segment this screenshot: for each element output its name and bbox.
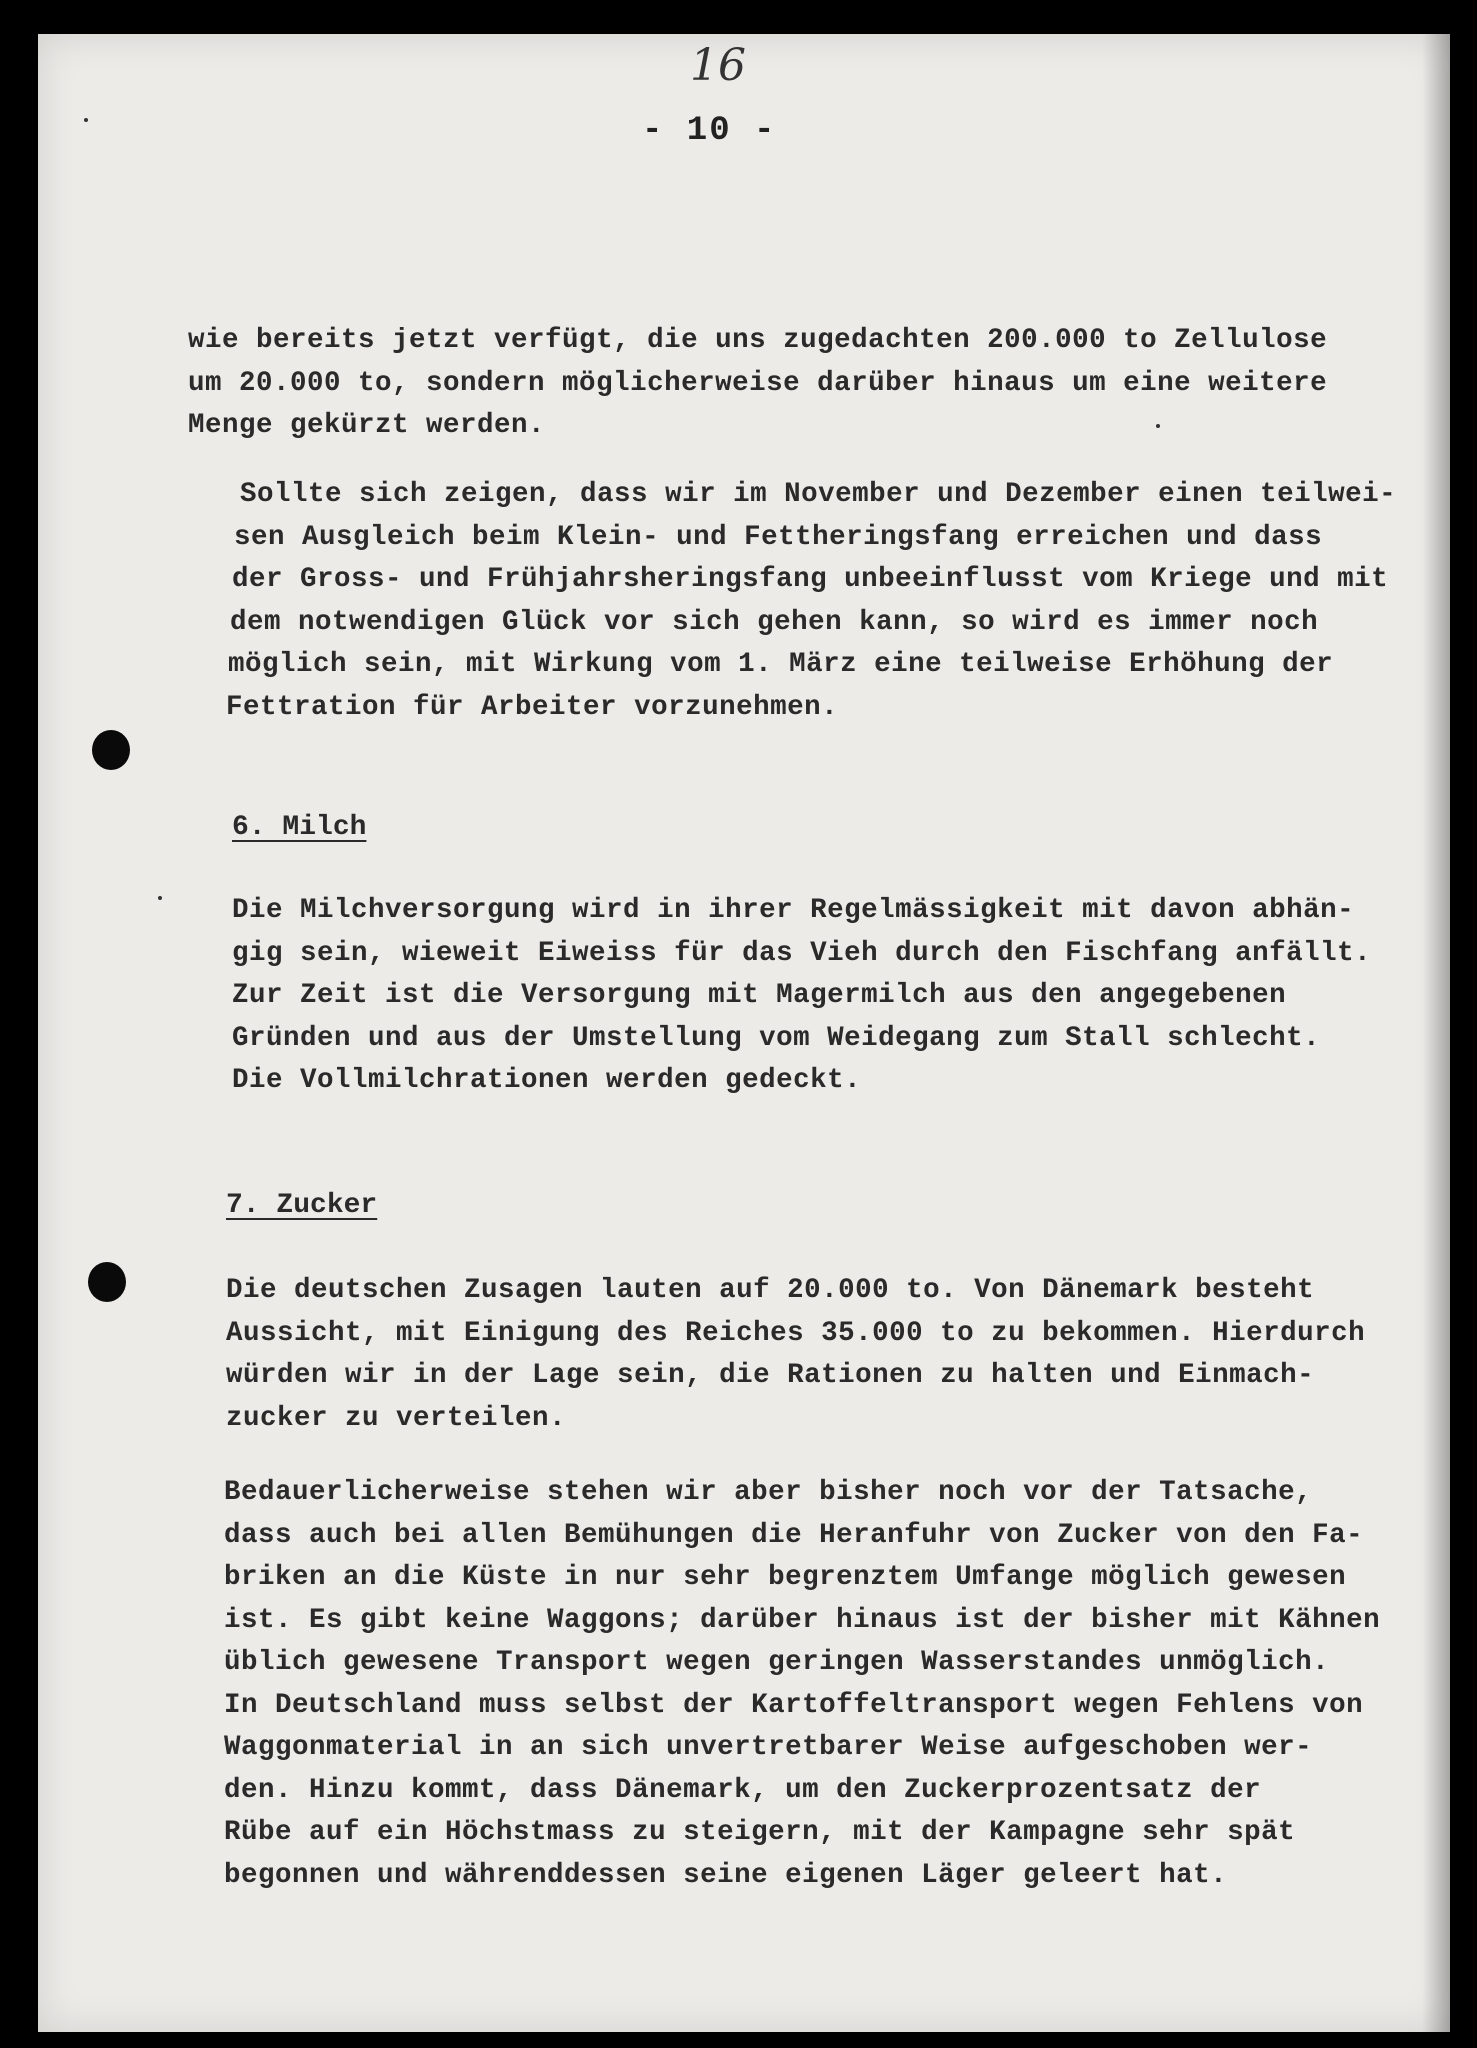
text-line: gig sein, wieweit Eiweiss für das Vieh durch den Fischfang anfällt. [232, 937, 1372, 969]
text-line: Die deutschen Zusagen lauten auf 20.000 to. Von Dänemark besteht [226, 1275, 1315, 1306]
text-line: würden wir in der Lage sein, die Rationen zu halten und Einmach- [226, 1360, 1315, 1391]
text-line: Bedauerlicherweise stehen wir aber bisher noch vor der Tatsache, [224, 1477, 1313, 1508]
text-line: dem notwendigen Glück vor sich gehen kann, so wird es immer noch [230, 606, 1319, 638]
text-line: den. Hinzu kommt, dass Dänemark, um den Zuckerprozentsatz der [224, 1774, 1262, 1806]
text-line: Rübe auf ein Höchstmass zu steigern, mit der Kampagne sehr spät [224, 1817, 1296, 1848]
text-line: dass auch bei allen Bemühungen die Heranfuhr von Zucker von den Fa- [224, 1519, 1364, 1551]
text-line: Die Milchversorgung wird in ihrer Regelmässigkeit mit davon abhän- [232, 895, 1355, 926]
text-line: der Gross- und Frühjahrsheringsfang unbeeinflusst vom Kriege und mit [232, 564, 1389, 595]
text-line: Zur Zeit ist die Versorgung mit Magermilch aus den angegebenen [232, 980, 1287, 1011]
text-line: Menge gekürzt werden. [188, 410, 546, 441]
handwritten-folio-number: 16 [690, 40, 746, 91]
punch-hole-upper [92, 730, 130, 770]
text-line: begonnen und währenddessen seine eigenen Läger geleert hat. [224, 1859, 1228, 1891]
paragraph-zellulose [188, 320, 1398, 448]
text-line: möglich sein, mit Wirkung vom 1. März eine teilweise Erhöhung der [228, 649, 1334, 680]
text-line: zucker zu verteilen. [226, 1402, 567, 1434]
page-number: - 10 - [642, 112, 777, 150]
text-line: ist. Es gibt keine Waggons; darüber hinaus ist der bisher mit Kähnen [224, 1604, 1381, 1636]
text-line: briken an die Küste in nur sehr begrenztem Umfange möglich gewesen [224, 1562, 1347, 1593]
text-line: üblich gewesene Transport wegen geringen Wasserstandes unmöglich. [224, 1647, 1330, 1678]
speck [158, 896, 162, 900]
text-line: Sollte sich zeigen, dass wir im November und Dezember einen teilwei- [240, 479, 1397, 510]
paragraph-milch [232, 890, 1442, 1103]
text-line: Aussicht, mit Einigung des Reiches 35.000 to zu bekommen. Hierdurch [226, 1317, 1366, 1349]
text-line: Fettration für Arbeiter vorzunehmen. [226, 691, 839, 723]
text-line: Waggonmaterial in an sich unvertretbarer Weise aufgeschoben wer- [224, 1732, 1313, 1763]
text-line: In Deutschland muss selbst der Kartoffeltransport wegen Fehlens von [224, 1689, 1364, 1721]
text-line: wie bereits jetzt verfügt, die uns zugedachten 200.000 to Zellulose [188, 325, 1328, 356]
heading-zucker: 7. Zucker [226, 1190, 378, 1221]
paragraph-zucker-transport [224, 1472, 1434, 1897]
text-line: Gründen und aus der Umstellung vom Weidegang zum Stall schlecht. [232, 1022, 1321, 1054]
paragraph-zucker-zusagen [226, 1270, 1436, 1440]
speck [84, 118, 88, 122]
text-line: um 20.000 to, sondern möglicherweise darüber hinaus um eine weitere [188, 367, 1328, 399]
heading-milch: 6. Milch [232, 812, 367, 843]
text-line: Die Vollmilchrationen werden gedeckt. [232, 1065, 862, 1096]
text-line: sen Ausgleich beim Klein- und Fettheringsfang erreichen und dass [234, 521, 1323, 553]
punch-hole-lower [88, 1262, 126, 1302]
paragraph-heringsfang [226, 474, 1450, 729]
